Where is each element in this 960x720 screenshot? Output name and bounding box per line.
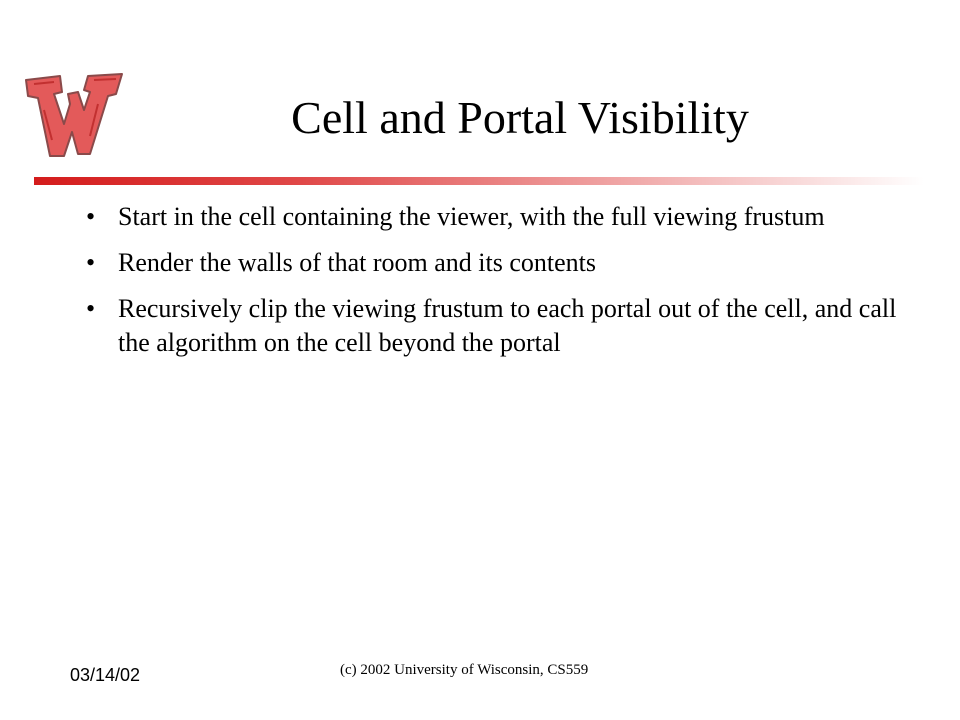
bullet-dot-icon: • — [86, 248, 96, 277]
university-w-logo — [24, 70, 124, 162]
slide-title: Cell and Portal Visibility — [291, 92, 749, 143]
bullet-item — [78, 200, 898, 234]
bullet-text: Render the walls of that room and its contents — [118, 248, 597, 277]
bullet-text: Start in the cell containing the viewer, with the full viewing frustum — [118, 202, 825, 231]
bullet-dot-icon: • — [86, 294, 96, 323]
bullet-list — [78, 200, 898, 372]
footer-copyright: (c) 2002 University of Wisconsin, CS559 — [340, 662, 589, 678]
footer-date: 03/14/02 — [70, 665, 141, 685]
bullet-dot-icon: • — [86, 202, 96, 231]
bullet-item — [78, 292, 898, 360]
bullet-text: Recursively clip the viewing frustum to each portal out of the cell, and call the algorithm on the cell beyond the portal — [118, 294, 897, 357]
bullet-item — [78, 246, 898, 280]
title-divider — [34, 177, 924, 185]
